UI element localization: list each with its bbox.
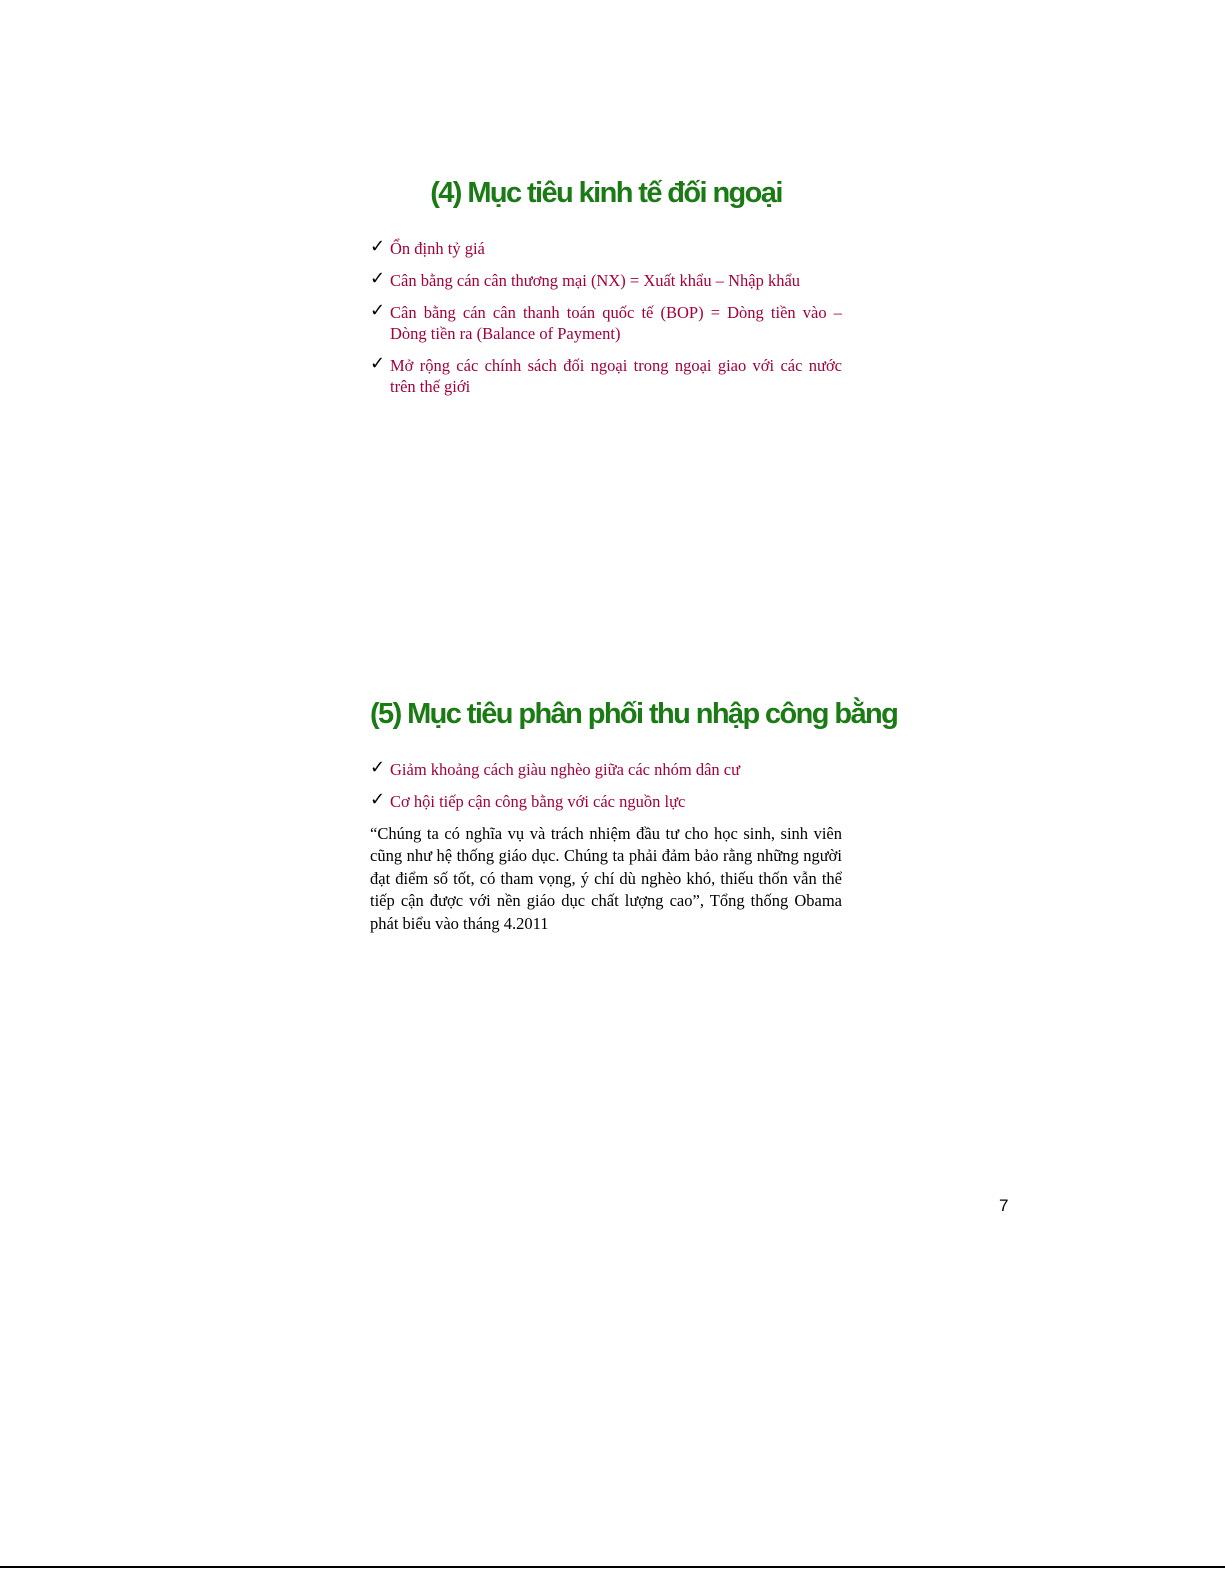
- checkmark-icon: ✓: [370, 299, 386, 321]
- obama-quote: “Chúng ta có nghĩa vụ và trách nhiệm đầu tư cho học sinh, sinh viên cũng như hệ thống giáo dục. Chúng ta phải đảm bảo rằng những người đạt điểm số tốt, có tham vọng, ý chí dù nghèo khó, thiếu thốn vẫn thể tiếp cận được với nền giáo dục chất lượng cao”, Tổng thống Obama phát biểu vào tháng 4.2011: [370, 823, 842, 933]
- slide-foreign-economic-goals: [370, 176, 842, 408]
- list-item: [370, 352, 842, 397]
- bullet-text: Mở rộng các chính sách đối ngoại trong ngoại giao với các nước trên thế giới: [390, 355, 842, 396]
- bullet-list: [370, 235, 842, 397]
- list-item: [370, 235, 842, 259]
- checkmark-icon: ✓: [370, 235, 386, 257]
- slide-fair-income-distribution: [370, 697, 898, 935]
- checkmark-icon: ✓: [370, 756, 386, 778]
- slide-title: (4) Mục tiêu kinh tế đối ngoại: [430, 177, 782, 209]
- bullet-text: Giảm khoảng cách giàu nghèo giữa các nhóm dân cư: [390, 759, 741, 779]
- bullet-text: Ổn định tỷ giá: [390, 238, 485, 258]
- list-item: [370, 756, 842, 780]
- page-bottom-rule: [0, 1566, 1225, 1568]
- bullet-text: Cân bằng cán cân thương mại (NX) = Xuất khẩu – Nhập khẩu: [390, 270, 801, 290]
- bullet-text: Cơ hội tiếp cận công bằng với các nguồn lực: [390, 791, 686, 811]
- list-item: [370, 267, 842, 291]
- checkmark-icon: ✓: [370, 788, 386, 810]
- page-number: 7: [999, 1196, 1009, 1215]
- checkmark-icon: ✓: [370, 267, 386, 289]
- checkmark-icon: ✓: [370, 352, 386, 374]
- bullet-text: Cân bằng cán cân thanh toán quốc tế (BOP) = Dòng tiền vào – Dòng tiền ra (Balance of Payment): [390, 302, 842, 343]
- slide-title: (5) Mục tiêu phân phối thu nhập công bằng: [370, 698, 898, 730]
- list-item: [370, 299, 842, 344]
- bullet-list: [370, 756, 842, 812]
- list-item: [370, 788, 842, 812]
